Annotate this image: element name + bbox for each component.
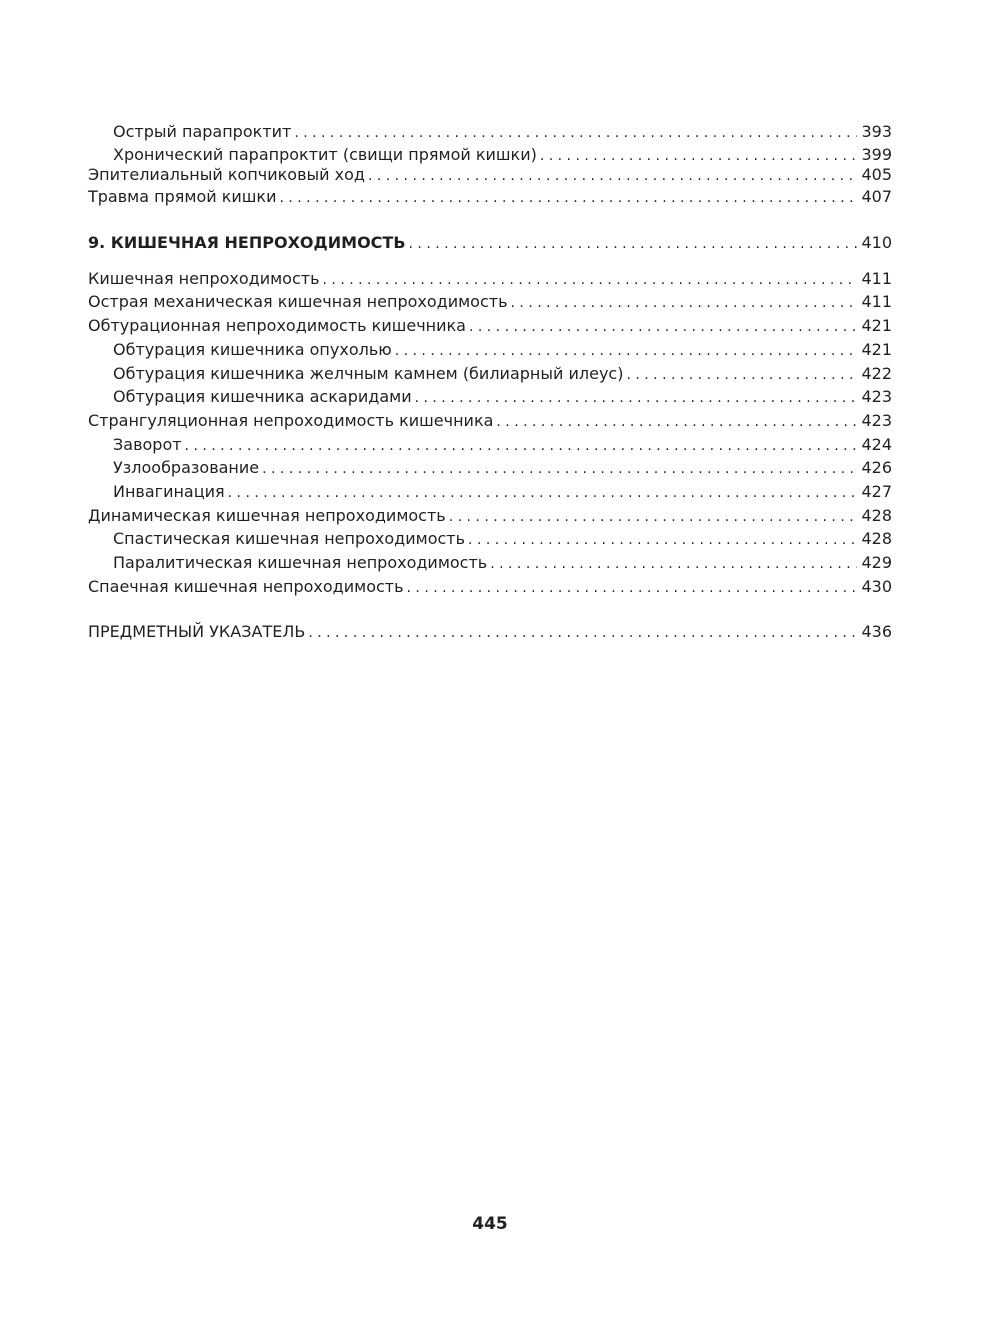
toc-entry [88,409,892,432]
dot-leader [323,269,858,292]
toc-entry-page: 405 [861,165,892,184]
toc-entry-title: Хронический парапроктит (свищи прямой кишки) [113,145,537,164]
toc-entry-page: 429 [861,553,892,572]
toc-entry [88,575,892,598]
toc-entry [88,456,892,479]
toc-entry-page: 423 [861,387,892,406]
toc-entry-page: 426 [861,458,892,477]
dot-leader [395,340,858,363]
toc-entry-page: 421 [861,316,892,335]
toc-entry-title: Паралитическая кишечная непроходимость [113,553,488,572]
toc-entry [88,527,892,550]
toc-entry-page: 393 [861,122,892,141]
dot-leader [228,482,858,505]
dot-leader [308,622,857,645]
toc-entry-title: Травма прямой кишки [88,187,277,206]
toc-entry-title: Кишечная непроходимость [88,269,320,288]
toc-entry [88,433,892,456]
toc-entry [88,551,892,574]
toc-entry-title: Спаечная кишечная непроходимость [88,577,404,596]
dot-leader [294,122,857,145]
toc-entry [88,314,892,337]
toc-entry-page: 407 [861,187,892,206]
toc-entry-title: Обтурация кишечника аскаридами [113,387,412,406]
toc-entry-title: Заворот [113,435,182,454]
dot-leader [468,529,857,552]
chapter-title: 9. КИШЕЧНАЯ НЕПРОХОДИМОСТЬ [88,233,406,252]
toc-entry [88,185,892,208]
toc-entry [88,120,892,143]
dot-leader [449,506,858,529]
toc-entry-page: 423 [861,411,892,430]
dot-leader [469,316,857,339]
dot-leader [626,364,857,387]
dot-leader [496,411,857,434]
toc-entry-page: 424 [861,435,892,454]
toc-entry-page: 421 [861,340,892,359]
toc-entry-page: 428 [861,529,892,548]
toc-entry-title: Обтурационная непроходимость кишечника [88,316,466,335]
toc-entry [88,163,892,186]
toc-entry [88,480,892,503]
toc-entry-title: ПРЕДМЕТНЫЙ УКАЗАТЕЛЬ [88,622,306,641]
dot-leader [511,292,858,315]
toc-entry-page: 411 [861,269,892,288]
toc-entry-title: Странгуляционная непроходимость кишечника [88,411,494,430]
toc-entry-title: Спастическая кишечная непроходимость [113,529,466,548]
toc-entry-page: 436 [861,622,892,641]
dot-leader [185,435,858,458]
toc-entry-page: 430 [861,577,892,596]
toc-entry-title: Острый парапроктит [113,122,292,141]
toc-entry-page: 427 [861,482,892,501]
toc-entry [88,362,892,385]
toc-entry-page: 411 [861,292,892,311]
toc-entry-title: Узлообразование [113,458,260,477]
toc-entry [88,338,892,361]
toc-entry-page: 399 [861,145,892,164]
toc-entry-title: Обтурация кишечника желчным камнем (билиарный илеус) [113,364,624,383]
toc-entry-title: Острая механическая кишечная непроходимость [88,292,508,311]
toc-entry-page: 410 [861,233,892,252]
dot-leader [490,553,857,576]
page-number: 445 [472,1214,508,1234]
table-of-contents [88,0,892,700]
toc-chapter-heading [88,231,892,254]
toc-entry [88,385,892,408]
toc-entry [88,267,892,290]
dot-leader [279,187,857,210]
toc-entry-title: Динамическая кишечная непроходимость [88,506,446,525]
toc-entry-title: Инвагинация [113,482,225,501]
toc-entry-page: 428 [861,506,892,525]
toc-entry-title: Эпителиальный копчиковый ход [88,165,365,184]
toc-entry-index [88,620,892,643]
toc-entry-page: 422 [861,364,892,383]
dot-leader [407,577,858,600]
dot-leader [415,387,858,410]
dot-leader [409,233,858,256]
toc-entry [88,290,892,313]
toc-entry-title: Обтурация кишечника опухолью [113,340,392,359]
dot-leader [262,458,857,481]
toc-entry [88,504,892,527]
